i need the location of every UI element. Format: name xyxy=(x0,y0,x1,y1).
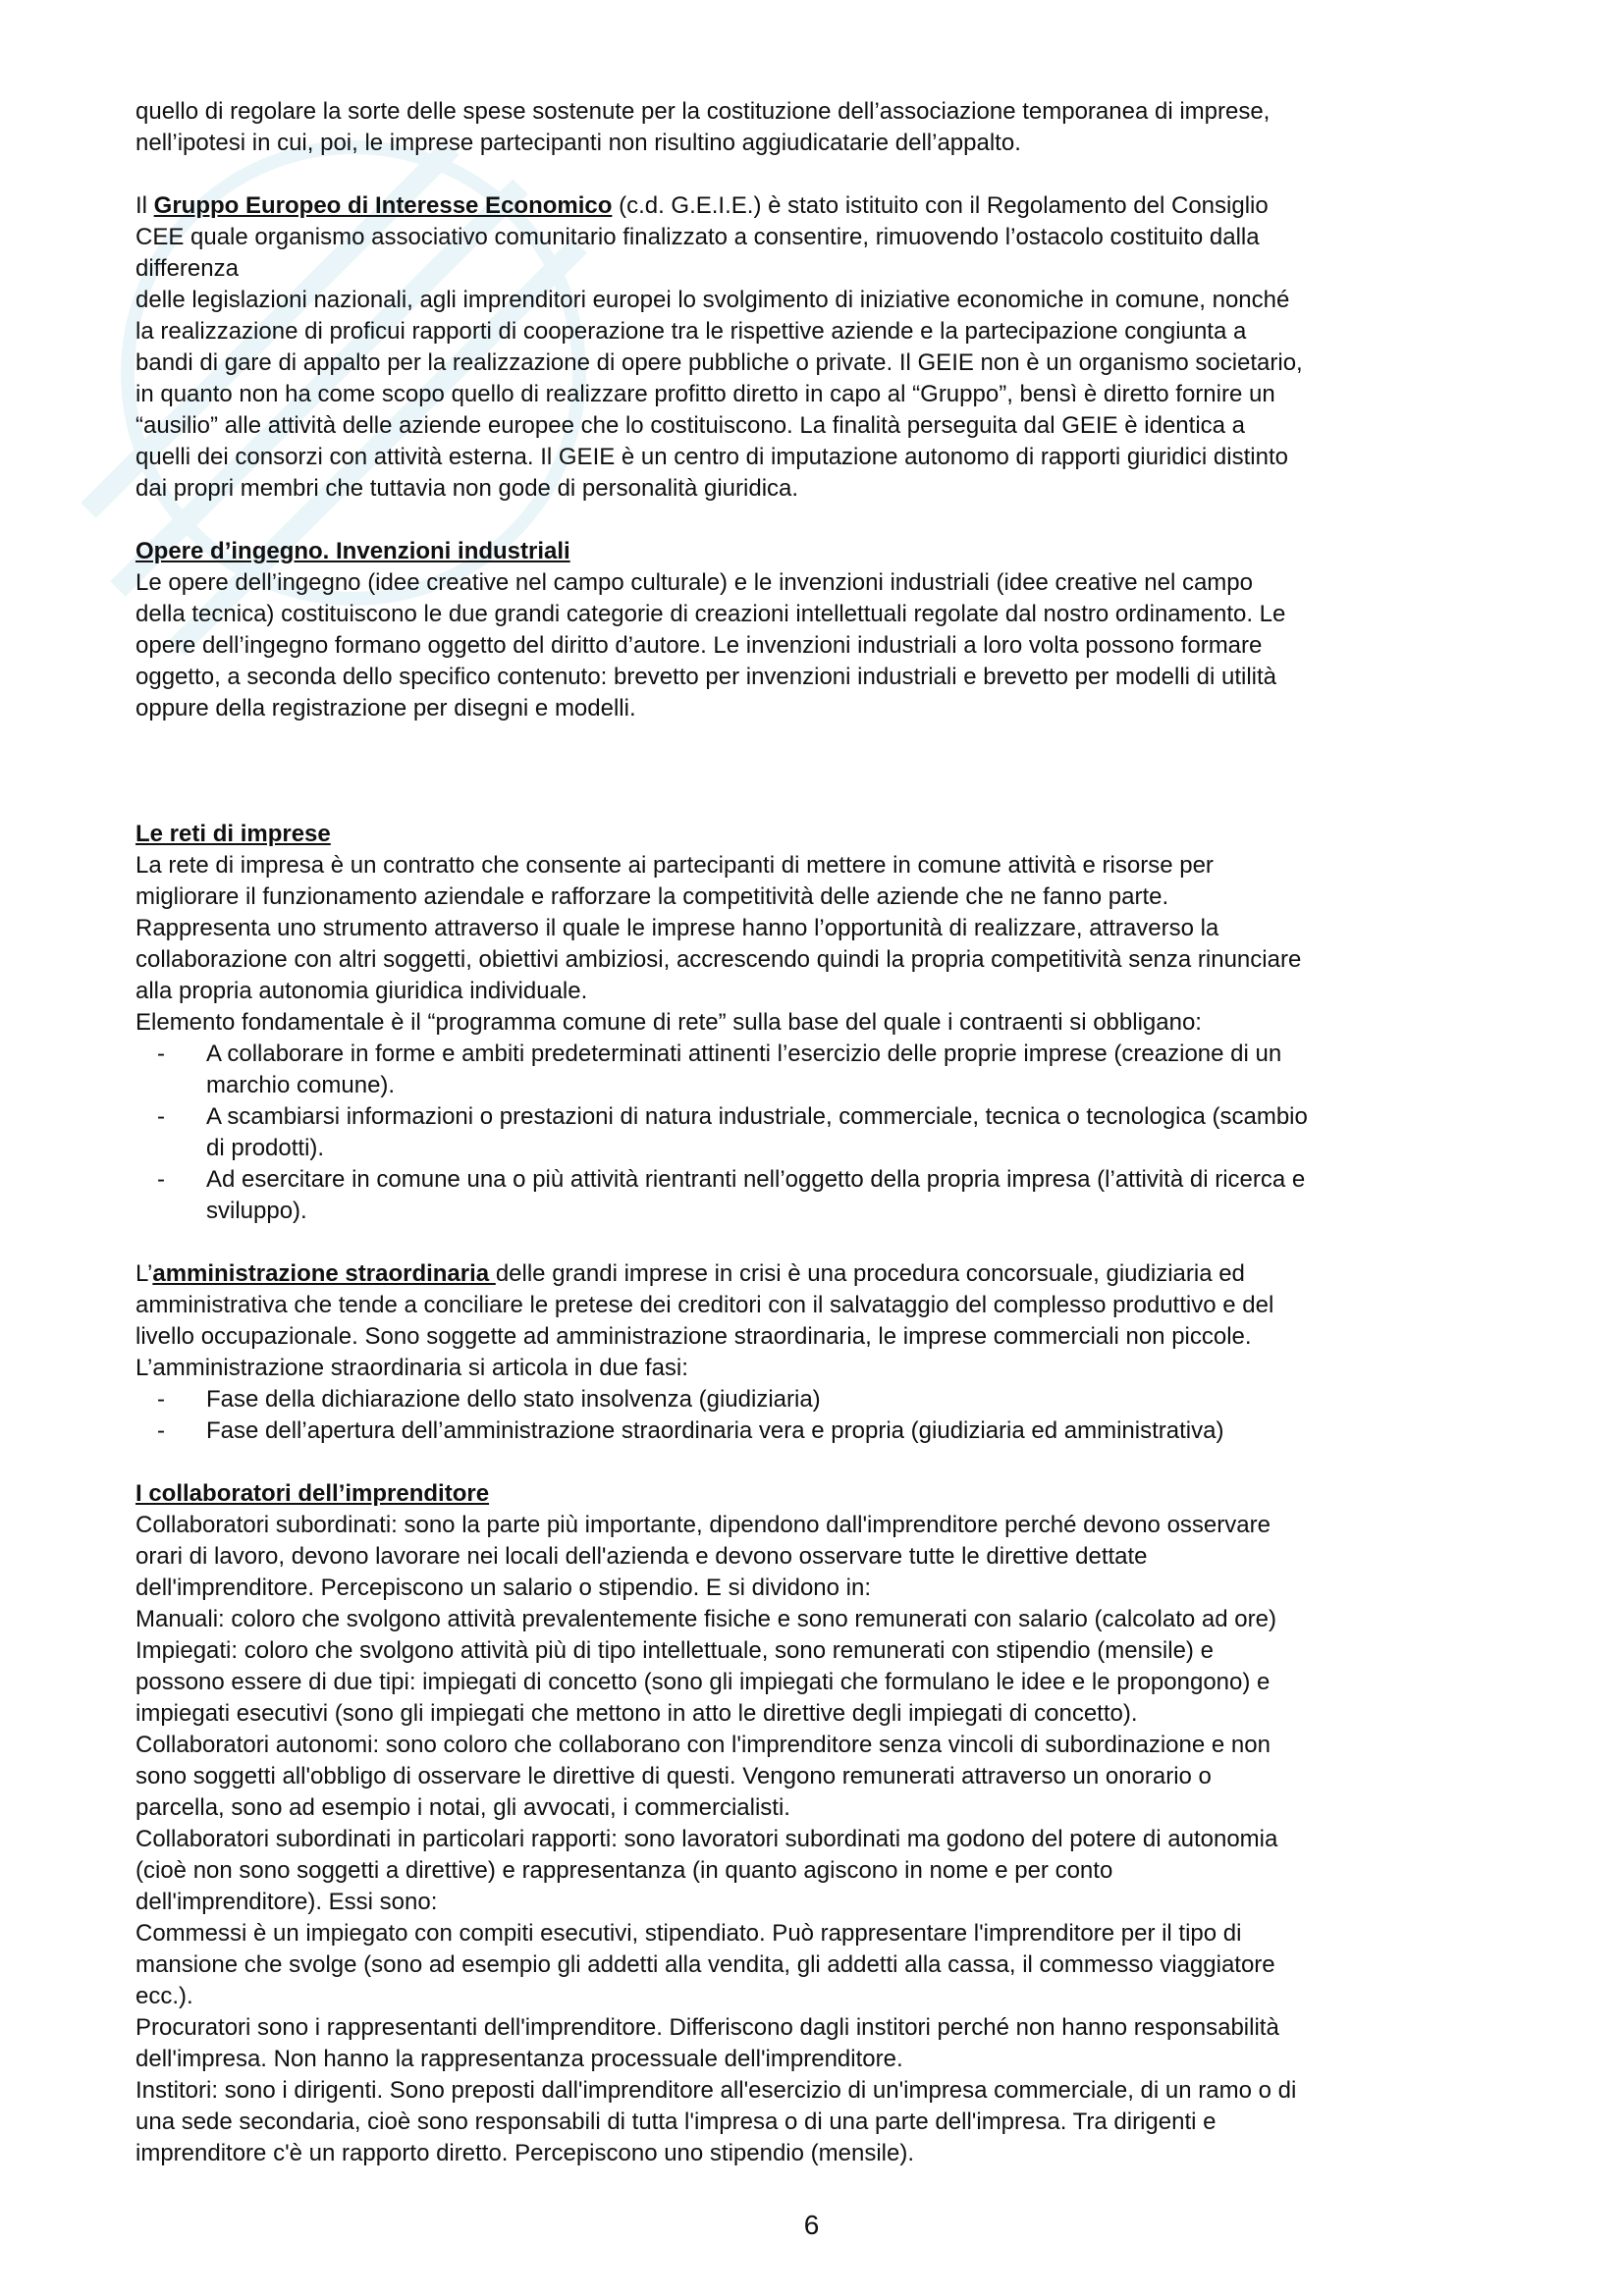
text-line: La rete di impresa è un contratto che consente ai partecipanti di mettere in comune attività e risorse per xyxy=(135,852,1214,879)
text-line: collaborazione con altri soggetti, obiettivi ambiziosi, accrescendo quindi la propria competitività senza rinunciare xyxy=(135,946,1302,973)
list-item xyxy=(135,1415,1500,1447)
text-line: orari di lavoro, devono lavorare nei locali dell'azienda e devono osservare tutte le direttive dettate xyxy=(135,1543,1148,1570)
text-line: L’amministrazione straordinaria si articola in due fasi: xyxy=(135,1355,688,1381)
text-line: opere dell’ingegno formano oggetto del diritto d’autore. Le invenzioni industriali a loro volta possono formare xyxy=(135,632,1263,659)
text-line: la realizzazione di proficui rapporti di cooperazione tra le rispettive aziende e la partecipazione congiunta a xyxy=(135,318,1247,345)
text-line: (cioè non sono soggetti a direttive) e rappresentanza (in quanto agiscono in nome e per conto xyxy=(135,1857,1113,1884)
text-line: dai propri membri che tuttavia non gode di personalità giuridica. xyxy=(135,475,799,502)
text-line: - Fase dell’apertura dell’amministrazione straordinaria vera e propria (giudiziaria ed amministrativa) xyxy=(206,1417,1224,1444)
text-line: sono soggetti all'obbligo di osservare le direttive di questi. Vengono remunerati attraverso un onorario o xyxy=(135,1763,1212,1789)
text-line: livello occupazionale. Sono soggette ad amministrazione straordinaria, le imprese commerciali non piccole. xyxy=(135,1323,1252,1350)
geie-term: Gruppo Europeo di Interesse Economico xyxy=(153,192,613,219)
text-line: differenza xyxy=(135,255,239,282)
text-line: alla propria autonomia giuridica individuale. xyxy=(135,978,588,1004)
text-line: Institori: sono i dirigenti. Sono preposti dall'imprenditore all'esercizio di un'impresa commerciale, di un ramo o di xyxy=(135,2077,1297,2104)
amministrazione-bullet-list xyxy=(135,1384,1500,1447)
geie-rest: (c.d. G.E.I.E.) è stato istituito con il Regolamento del Consiglio xyxy=(612,192,1269,219)
section-heading: Opere d’ingegno. Invenzioni industriali xyxy=(135,538,570,564)
text-line: “ausilio” alle attività delle aziende europee che lo costituiscono. La finalità perseguita dal GEIE è identica a xyxy=(135,412,1246,439)
amministrazione-prefix: L’ xyxy=(135,1260,153,1287)
text-line: impiegati esecutivi (sono gli impiegati che mettono in atto le direttive degli impiegati di concetto). xyxy=(135,1700,1138,1727)
text-line: imprenditore c'è un rapporto diretto. Percepiscono uno stipendio (mensile). xyxy=(135,2140,915,2166)
text-line: Le opere dell’ingegno (idee creative nel campo culturale) e le invenzioni industriali (idee creative nel campo xyxy=(135,569,1253,596)
section-heading: Le reti di imprese xyxy=(135,821,331,847)
amministrazione-rest: delle grandi imprese in crisi è una procedura concorsuale, giudiziaria ed xyxy=(495,1260,1245,1287)
text-line: delle legislazioni nazionali, agli imprenditori europei lo svolgimento di iniziative economiche in comune, nonché xyxy=(135,287,1290,313)
list-item xyxy=(135,1039,1500,1101)
text-line: di prodotti). xyxy=(206,1135,325,1161)
text-line: Commessi è un impiegato con compiti esecutivi, stipendiato. Può rappresentare l'imprenditore per il tipo di xyxy=(135,1920,1242,1947)
text-line: bandi di gare di appalto per la realizzazione di opere pubbliche o private. Il GEIE non è un organismo societario, xyxy=(135,349,1303,376)
text-line xyxy=(135,190,1500,222)
text-line: Manuali: coloro che svolgono attività prevalentemente fisiche e sono remunerati con salario (calcolato ad ore) xyxy=(135,1606,1276,1632)
list-item xyxy=(135,1164,1500,1227)
text-line: - A scambiarsi informazioni o prestazioni di natura industriale, commerciale, tecnica o tecnologica (scambio xyxy=(206,1103,1308,1130)
text-line: - Ad esercitare in comune una o più attività rientranti nell’oggetto della propria impresa (l’attività di ricerca e xyxy=(206,1166,1306,1193)
intro-paragraph xyxy=(135,96,1500,159)
text-line: CEE quale organismo associativo comunitario finalizzato a consentire, rimuovendo l’ostacolo costituito dalla xyxy=(135,224,1260,250)
text-line: migliorare il funzionamento aziendale e rafforzare la competitività delle aziende che ne fanno parte. xyxy=(135,883,1169,910)
text-line: Collaboratori autonomi: sono coloro che collaborano con l'imprenditore senza vincoli di subordinazione e non xyxy=(135,1732,1271,1758)
text-line: possono essere di due tipi: impiegati di concetto (sono gli impiegati che formulano le idee e le propongono) e xyxy=(135,1669,1271,1695)
text-line: dell'imprenditore. Percepiscono un salario o stipendio. E si dividono in: xyxy=(135,1575,872,1601)
text-line xyxy=(135,1258,1500,1290)
amministrazione-term: amministrazione straordinaria xyxy=(152,1260,496,1287)
list-item xyxy=(135,1384,1500,1415)
text-line: dell'impresa. Non hanno la rappresentanza processuale dell'imprenditore. xyxy=(135,2046,903,2072)
text-line: Collaboratori subordinati: sono la parte più importante, dipendono dall'imprenditore perché devono osservare xyxy=(135,1512,1271,1538)
document-page xyxy=(135,96,1500,2169)
text-line: parcella, sono ad esempio i notai, gli avvocati, i commercialisti. xyxy=(135,1794,790,1821)
text-line: Collaboratori subordinati in particolari rapporti: sono lavoratori subordinati ma godono del potere di autonomia xyxy=(135,1826,1278,1852)
opere-section xyxy=(135,536,1500,724)
amministrazione-section xyxy=(135,1258,1500,1447)
text-line: quelli dei consorzi con attività esterna. Il GEIE è un centro di imputazione autonomo di rapporti giuridici distinto xyxy=(135,444,1288,470)
geie-paragraph xyxy=(135,190,1500,505)
section-heading: I collaboratori dell’imprenditore xyxy=(135,1480,490,1507)
text-line: marchio comune). xyxy=(206,1072,396,1098)
collaboratori-section xyxy=(135,1478,1500,2169)
text-line: amministrativa che tende a conciliare le pretese dei creditori con il salvataggio del complesso produttivo e del xyxy=(135,1292,1274,1318)
text-line: Elemento fondamentale è il “programma comune di rete” sulla base del quale i contraenti si obbligano: xyxy=(135,1009,1202,1036)
geie-prefix: Il xyxy=(135,192,154,219)
text-line: - Fase della dichiarazione dello stato insolvenza (giudiziaria) xyxy=(206,1386,821,1413)
text-line: della tecnica) costituiscono le due grandi categorie di creazioni intellettuali regolate dal nostro ordinamento. Le xyxy=(135,601,1286,627)
text-line: Rappresenta uno strumento attraverso il quale le imprese hanno l’opportunità di realizzare, attraverso la xyxy=(135,915,1219,941)
text-line: mansione che svolge (sono ad esempio gli addetti alla vendita, gli addetti alla cassa, il commesso viaggiatore xyxy=(135,1951,1275,1978)
list-item xyxy=(135,1101,1500,1164)
text-line: Impiegati: coloro che svolgono attività più di tipo intellettuale, sono remunerati con stipendio (mensile) e xyxy=(135,1637,1214,1664)
text-line: sviluppo). xyxy=(206,1198,307,1224)
text-line: quello di regolare la sorte delle spese sostenute per la costituzione dell’associazione temporanea di imprese, xyxy=(135,98,1271,125)
text-line: Procuratori sono i rappresentanti dell'imprenditore. Differiscono dagli institori perché non hanno responsabilità xyxy=(135,2014,1279,2041)
text-line: nell’ipotesi in cui, poi, le imprese partecipanti non risultino aggiudicatarie dell’appalto. xyxy=(135,130,1021,156)
text-line: ecc.). xyxy=(135,1983,193,2009)
reti-bullet-list xyxy=(135,1039,1500,1227)
text-line: - A collaborare in forme e ambiti predeterminati attinenti l’esercizio delle proprie imprese (creazione di un xyxy=(206,1041,1282,1067)
text-line: in quanto non ha come scopo quello di realizzare profitto diretto in capo al “Gruppo”, bensì è diretto fornire un xyxy=(135,381,1275,407)
page-number: 6 xyxy=(803,2210,820,2240)
reti-section xyxy=(135,819,1500,1227)
text-line: oppure della registrazione per disegni e modelli. xyxy=(135,695,636,721)
text-line: dell'imprenditore). Essi sono: xyxy=(135,1889,438,1915)
text-line: oggetto, a seconda dello specifico contenuto: brevetto per invenzioni industriali e brevetto per modelli di utilità xyxy=(135,664,1277,690)
text-line: una sede secondaria, cioè sono responsabili di tutta l'impresa o di una parte dell'impresa. Tra dirigenti e xyxy=(135,2109,1217,2135)
